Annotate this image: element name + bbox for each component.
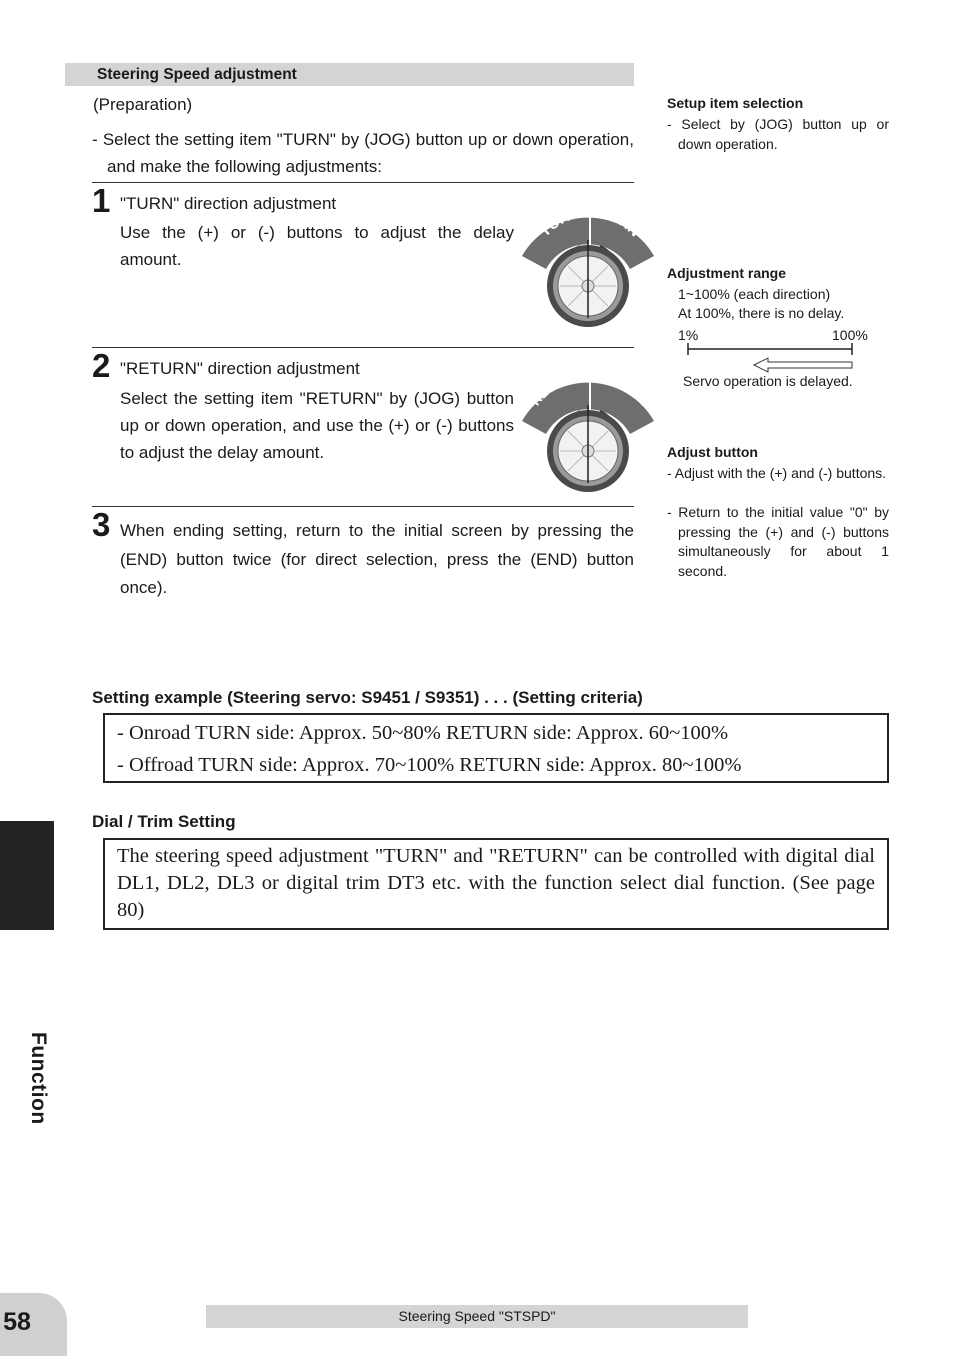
example-title: Setting example (Steering servo: S9451 / S9351) . . . (Setting criteria) [92,688,643,707]
dial-trim-text: The steering speed adjustment "TURN" and "RETURN" can be controlled with digital dial DL1, DL2, DL3 or digital trim DT3 etc. with the function select dial function. (See page 80) [117,845,875,921]
step-number: 3 [92,506,111,543]
range-title: Adjustment range [667,265,787,281]
example-line: - Offroad TURN side: Approx. 70~100% RETURN side: Approx. 80~100% [117,754,742,776]
dial-label-right: RETURN [598,370,652,409]
range-caption: Servo operation is delayed. [683,373,853,389]
example-line: - Onroad TURN side: Approx. 50~80% RETURN side: Approx. 60~100% [117,722,729,744]
page-number: 58 [3,1308,31,1336]
dial-trim-title: Dial / Trim Setting [92,812,236,831]
step-body: Select the setting item "RETURN" by (JOG) button up or down operation, and use the (+) or (-) buttons to adjust the delay amount. [120,389,514,462]
footer-title: Steering Speed "STSPD" [398,1308,556,1324]
step-body: Use the (+) or (-) buttons to adjust the delay amount. [120,223,514,269]
setup-text: - Select by (JOG) button up or down operation. [667,116,889,152]
adjust-item-1: - Adjust with the (+) and (-) buttons. [667,465,887,481]
step-number: 1 [92,182,111,219]
dial-trim-box [103,838,889,930]
adjust-title: Adjust button [667,444,758,460]
turn-dial-illustration [518,200,658,330]
dial-label-left: RETURN [528,370,582,409]
step-divider [92,347,634,348]
section-tab-marker [0,821,54,930]
return-dial-illustration [518,365,658,495]
preparation-text: - Select the setting item "TURN" by (JOG) button up or down operation, and make the following adjustments: [92,130,634,176]
step-title: "TURN" direction adjustment [120,194,337,213]
step-body: When ending setting, return to the initial screen by pressing the (END) button twice (for direct selection, press the (END) button once). [120,521,634,597]
step-divider [92,182,634,183]
dial-label-left: TURN [536,204,583,241]
range-min-label: 1% [678,327,699,343]
setup-title: Setup item selection [667,95,804,111]
section-title: Steering Speed adjustment [97,66,297,83]
dial-label-right: TURN [597,204,644,241]
preparation-label: (Preparation) [93,95,193,114]
section-tab-label: Function [27,1032,50,1125]
adjust-item-2: - Return to the initial value "0" by pressing the (+) and (-) buttons simultaneously for about 1 second. [667,504,889,579]
step-number: 2 [92,347,111,384]
range-scale-diagram [684,340,860,374]
delay-arrow-icon [754,358,852,372]
example-box [103,713,889,783]
range-max-label: 100% [832,327,868,343]
range-line-1: 1~100% (each direction) [678,286,831,302]
step-title: "RETURN" direction adjustment [120,359,360,378]
range-line-2: At 100%, there is no delay. [678,305,845,321]
step-divider [92,506,634,507]
